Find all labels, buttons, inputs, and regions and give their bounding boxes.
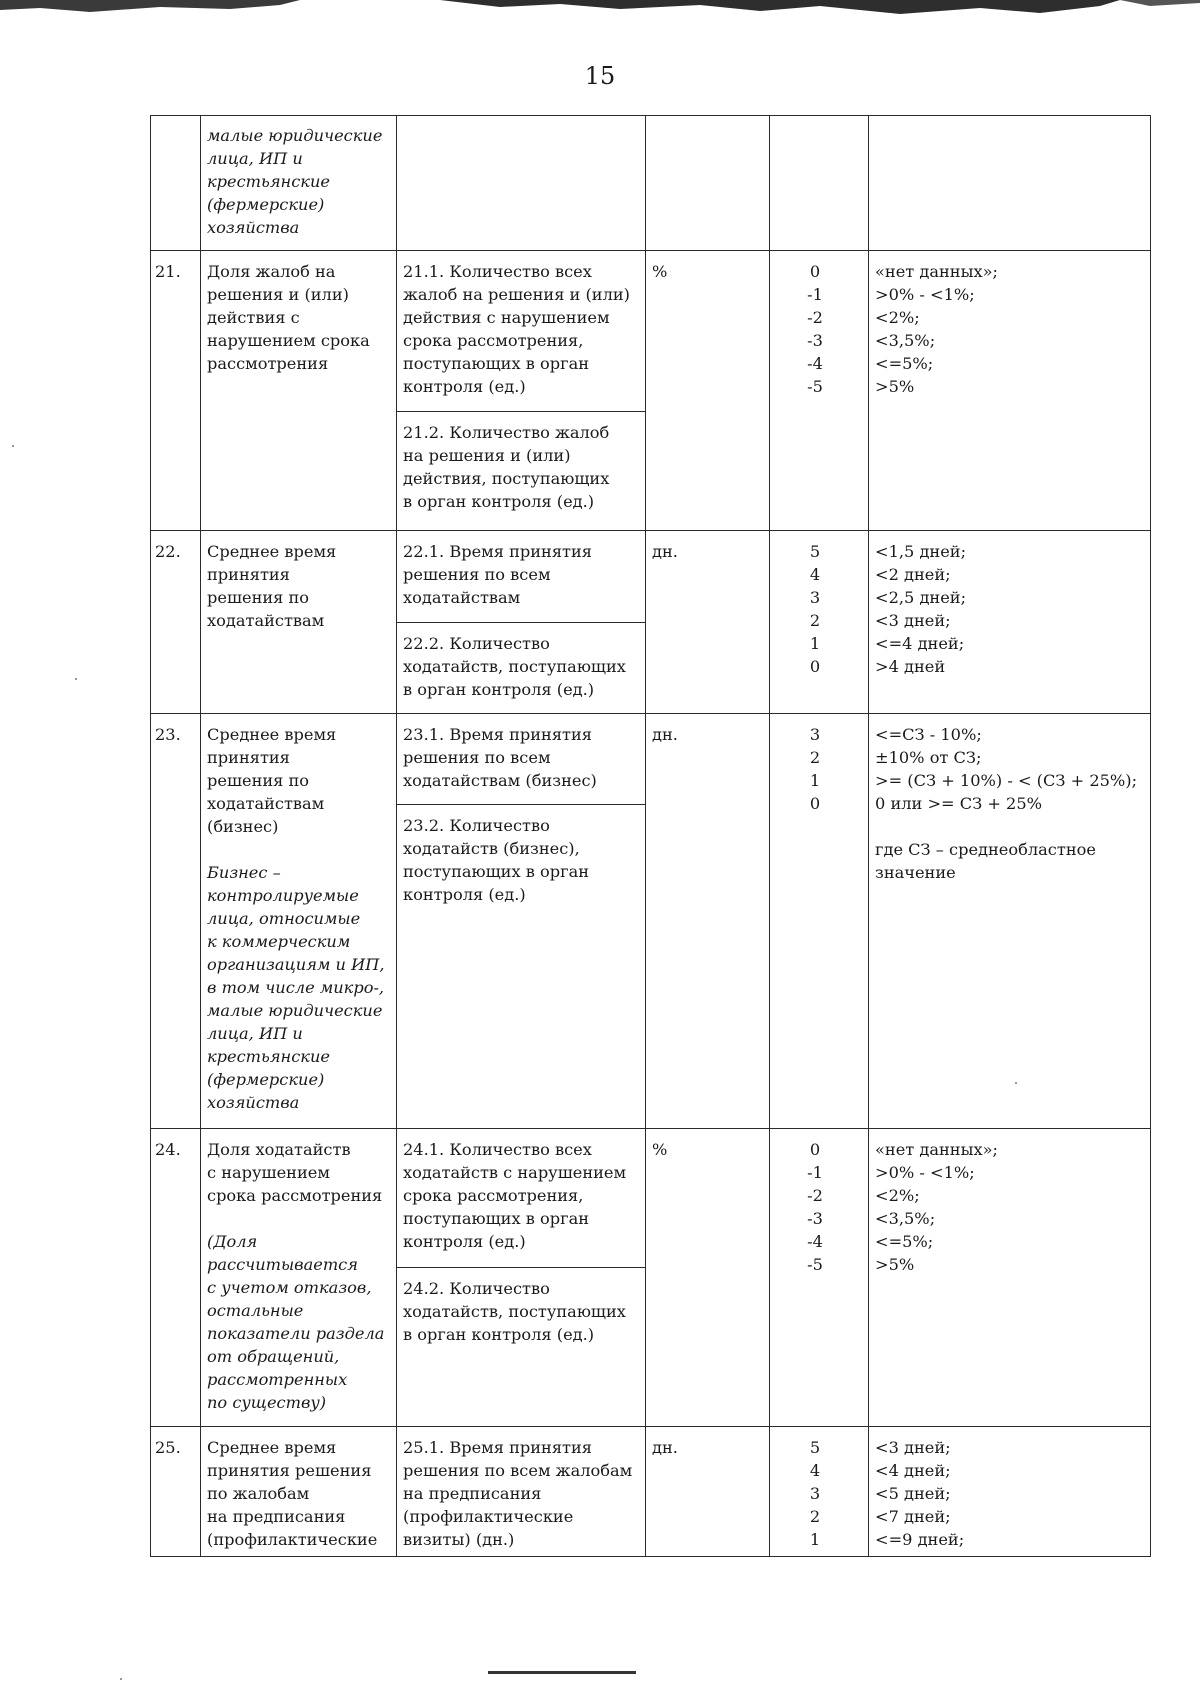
criteria-cell (869, 1427, 1151, 1557)
score-value: 2 (809, 748, 821, 767)
score-value: 4 (809, 565, 821, 584)
criteria-cell (869, 115, 1151, 251)
indicator-note-line: рассмотренных (207, 1370, 348, 1389)
indicator-name-cell (201, 714, 397, 1129)
indicator-name-line: (бизнес) (207, 817, 279, 836)
unit-value: % (652, 262, 668, 281)
score-value: -3 (807, 1209, 823, 1228)
parameter-text: 25.1. Время принятия решения по всем жалобам на предписания (профилактические визиты) (дн.) (403, 1438, 633, 1549)
criteria-line: <3 дней; (875, 611, 951, 630)
indicator-name-line: на предписания (207, 1507, 346, 1526)
unit-value: дн. (652, 725, 678, 744)
score-value: -4 (807, 354, 823, 373)
indicator-name-line: Среднее время (207, 1438, 337, 1457)
score-value: 0 (809, 794, 821, 813)
score-value: 3 (809, 588, 821, 607)
indicator-note-line: крестьянские (207, 172, 330, 191)
indicator-note-line: организациям и ИП, (207, 955, 385, 974)
criteria-line: <3,5%; (875, 331, 936, 350)
criteria-line: <=4 дней; (875, 634, 965, 653)
score-cell (770, 251, 869, 531)
criteria-line: 0 или >= СЗ + 25% (875, 794, 1043, 813)
row-number-cell (150, 531, 201, 714)
indicator-note-line: рассчитывается (207, 1255, 358, 1274)
row-number-cell (150, 1427, 201, 1557)
indicator-note-line: малые юридические (207, 126, 383, 145)
criteria-line: >0% - <1%; (875, 1163, 975, 1182)
indicator-name-line: нарушением срока (207, 331, 370, 350)
parameter-text: 23.2. Количество ходатайств (бизнес), поступающих в орган контроля (ед.) (403, 816, 590, 904)
indicator-name-cell (201, 115, 397, 251)
indicator-name-line: с нарушением (207, 1163, 330, 1182)
indicator-note-line: с учетом отказов, (207, 1278, 372, 1297)
indicator-note-line: лица, ИП и (207, 149, 303, 168)
unit-cell (646, 714, 770, 1129)
indicator-name-cell (201, 1427, 397, 1557)
criteria-line: «нет данных»; (875, 262, 998, 281)
scan-edge-artifact (0, 0, 1200, 22)
indicator-note-line: контролируемые (207, 886, 359, 905)
parameter-text: 22.2. Количество ходатайств, поступающих в орган контроля (ед.) (403, 634, 626, 699)
indicator-note-line: показатели раздела (207, 1324, 385, 1343)
criteria-line: «нет данных»; (875, 1140, 998, 1159)
indicator-note-line: хозяйства (207, 218, 300, 237)
indicator-name-line: ходатайствам (207, 611, 325, 630)
score-value: 2 (809, 1507, 821, 1526)
indicator-note-line: лица, относимые (207, 909, 361, 928)
indicator-name-line: Доля жалоб на (207, 262, 336, 281)
indicator-name-cell (201, 1129, 397, 1427)
criteria-line: ±10% от СЗ; (875, 748, 982, 767)
indicator-note-line: хозяйства (207, 1093, 300, 1112)
scan-speck (1015, 1082, 1017, 1084)
row-number: 22. (155, 542, 181, 561)
parameter-cell (397, 805, 646, 1129)
parameter-cell (397, 623, 646, 714)
criteria-line: <5 дней; (875, 1484, 951, 1503)
indicator-note-line: Бизнес – (207, 863, 281, 882)
page-number: 15 (584, 62, 616, 90)
unit-cell (646, 1129, 770, 1427)
score-cell (770, 1129, 869, 1427)
parameter-cell (397, 115, 646, 251)
criteria-line: <3,5%; (875, 1209, 936, 1228)
score-value: 0 (809, 657, 821, 676)
criteria-cell (869, 251, 1151, 531)
criteria-line: <=9 дней; (875, 1530, 965, 1549)
indicator-name-line: решения и (или) (207, 285, 349, 304)
parameter-text: 24.2. Количество ходатайств, поступающих в орган контроля (ед.) (403, 1279, 626, 1344)
criteria-line: >5% (875, 377, 915, 396)
score-value: -1 (807, 285, 823, 304)
row-number: 24. (155, 1140, 181, 1159)
criteria-line: где СЗ – среднеобластное (875, 840, 1096, 859)
criteria-line: <4 дней; (875, 1461, 951, 1480)
indicator-name-line: ходатайствам (207, 794, 325, 813)
indicator-note-line: к коммерческим (207, 932, 351, 951)
indicator-name-line: по жалобам (207, 1484, 310, 1503)
parameter-cell (397, 251, 646, 412)
indicator-name-line: принятия (207, 565, 290, 584)
score-value: -5 (807, 377, 823, 396)
score-cell (770, 1427, 869, 1557)
indicator-note-line: крестьянские (207, 1047, 330, 1066)
criteria-line: >= (СЗ + 10%) - < (СЗ + 25%); (875, 771, 1138, 790)
indicator-name-cell (201, 531, 397, 714)
criteria-line: <2%; (875, 1186, 920, 1205)
row-number-cell (150, 1129, 201, 1427)
parameter-text: 24.1. Количество всех ходатайств с нарушением срока рассмотрения, поступающих в орган контроля (ед.) (403, 1140, 627, 1251)
score-value: -4 (807, 1232, 823, 1251)
criteria-table (150, 115, 1151, 1557)
scan-speck (120, 1678, 122, 1680)
unit-cell (646, 115, 770, 251)
criteria-line: >4 дней (875, 657, 946, 676)
score-value: 3 (809, 725, 821, 744)
indicator-name-line: Среднее время (207, 725, 337, 744)
unit-value: дн. (652, 542, 678, 561)
indicator-note-line: остальные (207, 1301, 304, 1320)
criteria-cell (869, 714, 1151, 1129)
indicator-name-line: Доля ходатайств (207, 1140, 351, 1159)
criteria-line: <=5%; (875, 1232, 934, 1251)
parameter-cell (397, 1268, 646, 1427)
score-value: -1 (807, 1163, 823, 1182)
parameter-cell (397, 412, 646, 531)
criteria-line (875, 815, 1144, 838)
criteria-cell (869, 531, 1151, 714)
row-number: 25. (155, 1438, 181, 1457)
score-value: 1 (809, 634, 821, 653)
indicator-name-line: (профилактические (207, 1530, 378, 1549)
indicator-note-line: от обращений, (207, 1347, 340, 1366)
criteria-line: значение (875, 863, 956, 882)
indicator-name-line: решения по (207, 771, 310, 790)
parameter-cell (397, 1427, 646, 1557)
criteria-line: <3 дней; (875, 1438, 951, 1457)
scan-speck (12, 445, 14, 447)
criteria-line: <2 дней; (875, 565, 951, 584)
score-value: 3 (809, 1484, 821, 1503)
score-cell (770, 714, 869, 1129)
criteria-line: <1,5 дней; (875, 542, 967, 561)
score-value: 1 (809, 771, 821, 790)
parameter-text: 21.2. Количество жалоб на решения и (или) действия, поступающих в орган контроля (ед.) (403, 423, 610, 511)
indicator-name-cell (201, 251, 397, 531)
unit-value: % (652, 1140, 668, 1159)
score-value: 2 (809, 611, 821, 630)
score-value: -2 (807, 308, 823, 327)
unit-value: дн. (652, 1438, 678, 1457)
indicator-note-line: по существу) (207, 1393, 327, 1412)
indicator-name-line: действия с (207, 308, 300, 327)
criteria-line: >0% - <1%; (875, 285, 975, 304)
indicator-note-line: лица, ИП и (207, 1024, 303, 1043)
score-value: 0 (809, 262, 821, 281)
indicator-note-line: (фермерские) (207, 1070, 325, 1089)
score-cell (770, 531, 869, 714)
criteria-line: >5% (875, 1255, 915, 1274)
criteria-cell (869, 1129, 1151, 1427)
indicator-name-line: рассмотрения (207, 354, 329, 373)
row-number: 23. (155, 725, 181, 744)
unit-cell (646, 1427, 770, 1557)
parameter-text: 22.1. Время принятия решения по всем ходатайствам (403, 542, 593, 607)
score-value: 5 (809, 1438, 821, 1457)
parameter-cell (397, 1129, 646, 1268)
parameter-text: 21.1. Количество всех жалоб на решения и (или) действия с нарушением срока рассмотрения, поступающих в орган контроля (ед.) (403, 262, 630, 396)
row-number-cell (150, 251, 201, 531)
scan-speck (75, 678, 77, 680)
indicator-note-line: в том числе микро-, (207, 978, 385, 997)
criteria-line: <7 дней; (875, 1507, 951, 1526)
indicator-name-line: принятия решения (207, 1461, 372, 1480)
score-value: 5 (809, 542, 821, 561)
score-value: -3 (807, 331, 823, 350)
score-value: -5 (807, 1255, 823, 1274)
criteria-line: <=5%; (875, 354, 934, 373)
row-number-cell (150, 115, 201, 251)
indicator-note-line: (фермерские) (207, 195, 325, 214)
score-value: 1 (809, 1530, 821, 1549)
unit-cell (646, 531, 770, 714)
indicator-name-line: решения по (207, 588, 310, 607)
indicator-name-line: Среднее время (207, 542, 337, 561)
indicator-note-line: (Доля (207, 1232, 258, 1251)
criteria-line: <2,5 дней; (875, 588, 967, 607)
parameter-cell (397, 531, 646, 623)
indicator-note-line: малые юридические (207, 1001, 383, 1020)
score-cell (770, 115, 869, 251)
parameter-cell (397, 714, 646, 805)
parameter-text: 23.1. Время принятия решения по всем ходатайствам (бизнес) (403, 725, 597, 790)
score-value: -2 (807, 1186, 823, 1205)
indicator-name-line: срока рассмотрения (207, 1186, 383, 1205)
score-value: 0 (809, 1140, 821, 1159)
unit-cell (646, 251, 770, 531)
criteria-line: <=СЗ - 10%; (875, 725, 982, 744)
row-number-cell (150, 714, 201, 1129)
indicator-name-line: принятия (207, 748, 290, 767)
criteria-line: <2%; (875, 308, 920, 327)
score-value: 4 (809, 1461, 821, 1480)
row-number: 21. (155, 262, 181, 281)
scan-edge-artifact (488, 1671, 636, 1674)
